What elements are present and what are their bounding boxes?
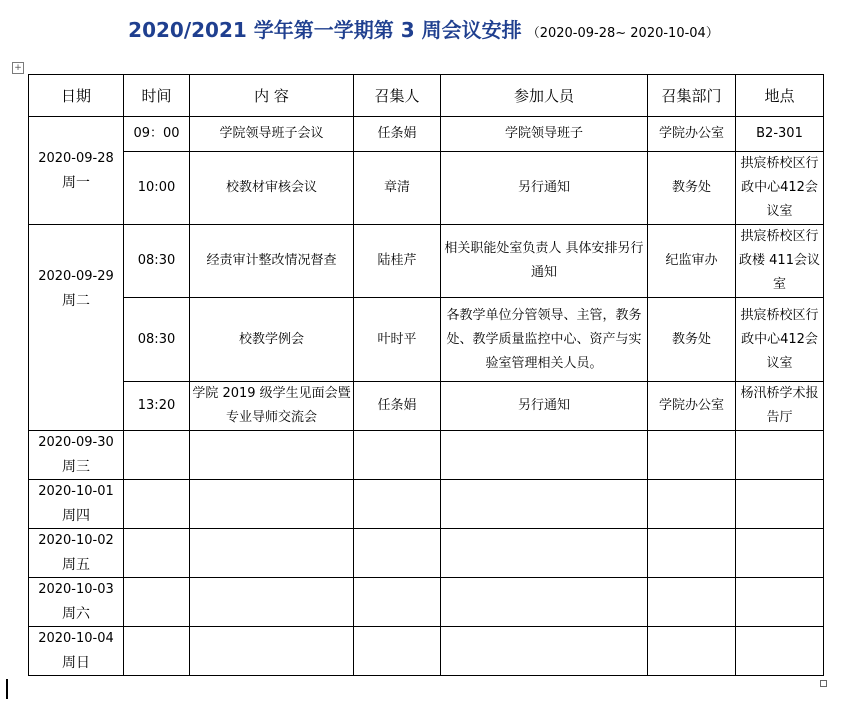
date-cell [29,529,124,578]
convener-cell [354,578,441,627]
table-row [29,627,824,676]
content-cell: 学院领导班子会议 [190,117,354,152]
date-cell [29,578,124,627]
department-cell [648,529,736,578]
department-cell: 纪监审办 [648,225,736,298]
location-cell [736,578,824,627]
content-cell: 经责审计整改情况督查 [190,225,354,298]
department-cell: 学院办公室 [648,117,736,152]
date-text: 2020-09-30 [38,435,114,450]
location-cell [736,529,824,578]
convener-cell [354,431,441,480]
header-attendees: 参加人员 [441,75,648,117]
weekday-text: 周六 [62,606,90,622]
weekday-text: 周日 [62,655,90,671]
time-cell: 08:30 [124,298,190,382]
date-cell [29,431,124,480]
attendees-cell [441,627,648,676]
convener-cell: 陆桂芹 [354,225,441,298]
attendees-cell [441,578,648,627]
table-row [29,225,824,298]
convener-cell: 任条娟 [354,117,441,152]
convener-cell [354,627,441,676]
header-department: 召集部门 [648,75,736,117]
location-cell: B2-301 [736,117,824,152]
department-cell [648,627,736,676]
time-cell: 08:30 [124,225,190,298]
title-date-range: （2020-09-28~ 2020-10-04） [526,26,719,41]
convener-cell [354,480,441,529]
attendees-cell: 学院领导班子 [441,117,648,152]
table-row [29,431,824,480]
date-cell [29,627,124,676]
content-cell: 校教学例会 [190,298,354,382]
table-move-handle-icon[interactable]: + [12,62,24,74]
weekday-text: 周三 [62,459,90,475]
convener-cell: 章清 [354,152,441,225]
location-cell: 拱宸桥校区行政楼 411会议室 [736,225,824,298]
location-cell [736,627,824,676]
attendees-cell [441,529,648,578]
time-cell [124,627,190,676]
table-row [29,578,824,627]
department-cell: 教务处 [648,298,736,382]
header-content: 内 容 [190,75,354,117]
date-text: 2020-10-01 [38,484,114,499]
date-cell [29,480,124,529]
time-cell [124,480,190,529]
convener-cell: 任条娟 [354,382,441,431]
department-cell [648,431,736,480]
attendees-cell [441,480,648,529]
weekday-text: 周四 [62,508,90,524]
header-convener: 召集人 [354,75,441,117]
date-cell [29,225,124,431]
table-header-row [29,75,824,117]
table-row [29,382,824,431]
table-row [29,480,824,529]
location-cell [736,431,824,480]
department-cell [648,480,736,529]
date-text: 2020-10-03 [38,582,114,597]
table-resize-handle[interactable] [820,680,827,687]
attendees-cell [441,431,648,480]
time-cell [124,431,190,480]
table-row [29,529,824,578]
time-cell: 13:20 [124,382,190,431]
table-row [29,298,824,382]
content-cell: 校教材审核会议 [190,152,354,225]
content-cell [190,578,354,627]
convener-cell [354,529,441,578]
location-cell: 拱宸桥校区行政中心412会议室 [736,298,824,382]
text-cursor [6,679,8,699]
header-location: 地点 [736,75,824,117]
attendees-cell: 各教学单位分管领导、主管，教务处、教学质量监控中心、资产与实验室管理相关人员。 [441,298,648,382]
time-cell [124,578,190,627]
weekday-text: 周一 [62,174,90,191]
date-text: 2020-09-28 [38,150,114,166]
title-main: 2020/2021 学年第一学期第 3 周会议安排 [128,18,522,42]
time-cell [124,529,190,578]
date-text: 2020-09-29 [38,269,114,284]
table-row [29,117,824,152]
department-cell: 学院办公室 [648,382,736,431]
date-text: 2020-10-04 [38,631,114,646]
location-cell: 拱宸桥校区行政中心412会议室 [736,152,824,225]
department-cell [648,578,736,627]
attendees-cell: 相关职能处室负责人 具体安排另行通知 [441,225,648,298]
attendees-cell: 另行通知 [441,382,648,431]
time-cell: 09：00 [124,117,190,152]
header-date: 日期 [29,75,124,117]
meeting-schedule-table [28,74,824,676]
content-cell [190,431,354,480]
table-row [29,152,824,225]
attendees-cell: 另行通知 [441,152,648,225]
content-cell [190,529,354,578]
document-title [0,14,847,43]
content-cell [190,627,354,676]
weekday-text: 周五 [62,557,90,573]
time-cell: 10:00 [124,152,190,225]
date-text: 2020-10-02 [38,533,114,548]
department-cell: 教务处 [648,152,736,225]
location-cell [736,480,824,529]
weekday-text: 周二 [62,293,90,309]
content-cell [190,480,354,529]
content-cell: 学院 2019 级学生见面会暨专业导师交流会 [190,382,354,431]
location-cell: 杨汛桥学术报告厅 [736,382,824,431]
header-time: 时间 [124,75,190,117]
convener-cell: 叶时平 [354,298,441,382]
date-cell [29,117,124,225]
